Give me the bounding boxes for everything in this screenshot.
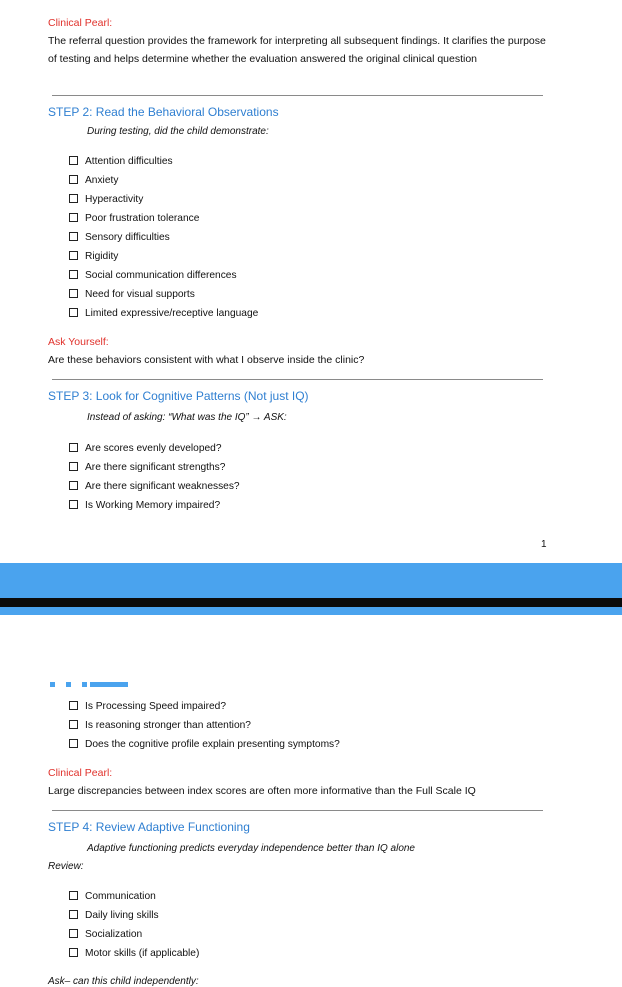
step4-subtitle: Adaptive functioning predicts everyday independence better than IQ alone — [87, 843, 415, 854]
step3-subtitle: Instead of asking: “What was the IQ” → ASK: — [87, 412, 287, 423]
header-decoration-bar — [90, 682, 128, 687]
checklist-item[interactable]: Poor frustration tolerance — [69, 209, 258, 228]
checkbox-icon[interactable] — [69, 462, 78, 471]
page-break-line — [0, 598, 622, 607]
step2-subtitle: During testing, did the child demonstrate: — [87, 126, 269, 137]
checklist-item[interactable]: Socialization — [69, 925, 199, 944]
checklist-item[interactable]: Daily living skills — [69, 906, 199, 925]
ask-yourself-title: Ask Yourself: — [48, 336, 109, 348]
header-decoration-dot — [50, 682, 55, 687]
checkbox-icon[interactable] — [69, 910, 78, 919]
checklist-item[interactable]: Motor skills (if applicable) — [69, 944, 199, 963]
checklist-item[interactable]: Is reasoning stronger than attention? — [69, 716, 340, 735]
step3-checklist-continued — [69, 697, 340, 754]
step2-checklist — [69, 152, 258, 323]
checkbox-icon[interactable] — [69, 213, 78, 222]
step4-heading: STEP 4: Review Adaptive Functioning — [48, 820, 250, 834]
checklist-item[interactable]: Is Processing Speed impaired? — [69, 697, 340, 716]
checkbox-icon[interactable] — [69, 194, 78, 203]
checklist-item[interactable]: Hyperactivity — [69, 190, 258, 209]
step2-heading: STEP 2: Read the Behavioral Observations — [48, 105, 279, 119]
checklist-item[interactable]: Anxiety — [69, 171, 258, 190]
page-break-band — [0, 563, 622, 615]
checkbox-icon[interactable] — [69, 289, 78, 298]
checkbox-icon[interactable] — [69, 308, 78, 317]
checkbox-icon[interactable] — [69, 156, 78, 165]
checkbox-icon[interactable] — [69, 948, 78, 957]
checklist-item[interactable]: Sensory difficulties — [69, 228, 258, 247]
checklist-item[interactable]: Are scores evenly developed? — [69, 439, 240, 458]
checklist-item[interactable]: Communication — [69, 887, 199, 906]
checklist-item[interactable]: Limited expressive/receptive language — [69, 304, 258, 323]
section-divider — [52, 379, 543, 380]
page-number: 1 — [541, 539, 547, 550]
checklist-item[interactable]: Attention difficulties — [69, 152, 258, 171]
checkbox-icon[interactable] — [69, 739, 78, 748]
checkbox-icon[interactable] — [69, 500, 78, 509]
clinical-pearl-text: The referral question provides the framework for interpreting all subsequent findings. It clarifies the purpose of testing and helps determine whether the evaluation answered the original clinical question — [48, 35, 546, 65]
clinical-pearl-title: Clinical Pearl: — [48, 17, 113, 29]
checklist-item[interactable]: Social communication differences — [69, 266, 258, 285]
checkbox-icon[interactable] — [69, 720, 78, 729]
step3-checklist — [69, 439, 240, 515]
checkbox-icon[interactable] — [69, 232, 78, 241]
section-divider — [52, 810, 543, 811]
step4-checklist — [69, 887, 199, 963]
checkbox-icon[interactable] — [69, 891, 78, 900]
checkbox-icon[interactable] — [69, 443, 78, 452]
checkbox-icon[interactable] — [69, 251, 78, 260]
checklist-item[interactable]: Are there significant strengths? — [69, 458, 240, 477]
checkbox-icon[interactable] — [69, 270, 78, 279]
header-decoration-dot — [82, 682, 87, 687]
checkbox-icon[interactable] — [69, 481, 78, 490]
review-label: Review: — [48, 861, 84, 872]
checkbox-icon[interactable] — [69, 701, 78, 710]
checklist-item[interactable]: Are there significant weaknesses? — [69, 477, 240, 496]
ask-yourself-text: Are these behaviors consistent with what I observe inside the clinic? — [48, 354, 365, 366]
step3-heading: STEP 3: Look for Cognitive Patterns (Not just IQ) — [48, 389, 309, 403]
ask-independently-label: Ask– can this child independently: — [48, 976, 199, 987]
checklist-item[interactable]: Does the cognitive profile explain presenting symptoms? — [69, 735, 340, 754]
checklist-item[interactable]: Is Working Memory impaired? — [69, 496, 240, 515]
section-divider — [52, 95, 543, 96]
checklist-item[interactable]: Need for visual supports — [69, 285, 258, 304]
checklist-item[interactable]: Rigidity — [69, 247, 258, 266]
checkbox-icon[interactable] — [69, 175, 78, 184]
header-decoration-dot — [66, 682, 71, 687]
clinical-pearl-title: Clinical Pearl: — [48, 767, 113, 779]
checkbox-icon[interactable] — [69, 929, 78, 938]
clinical-pearl-text: Large discrepancies between index scores are often more informative than the Full Scale IQ — [48, 785, 476, 797]
